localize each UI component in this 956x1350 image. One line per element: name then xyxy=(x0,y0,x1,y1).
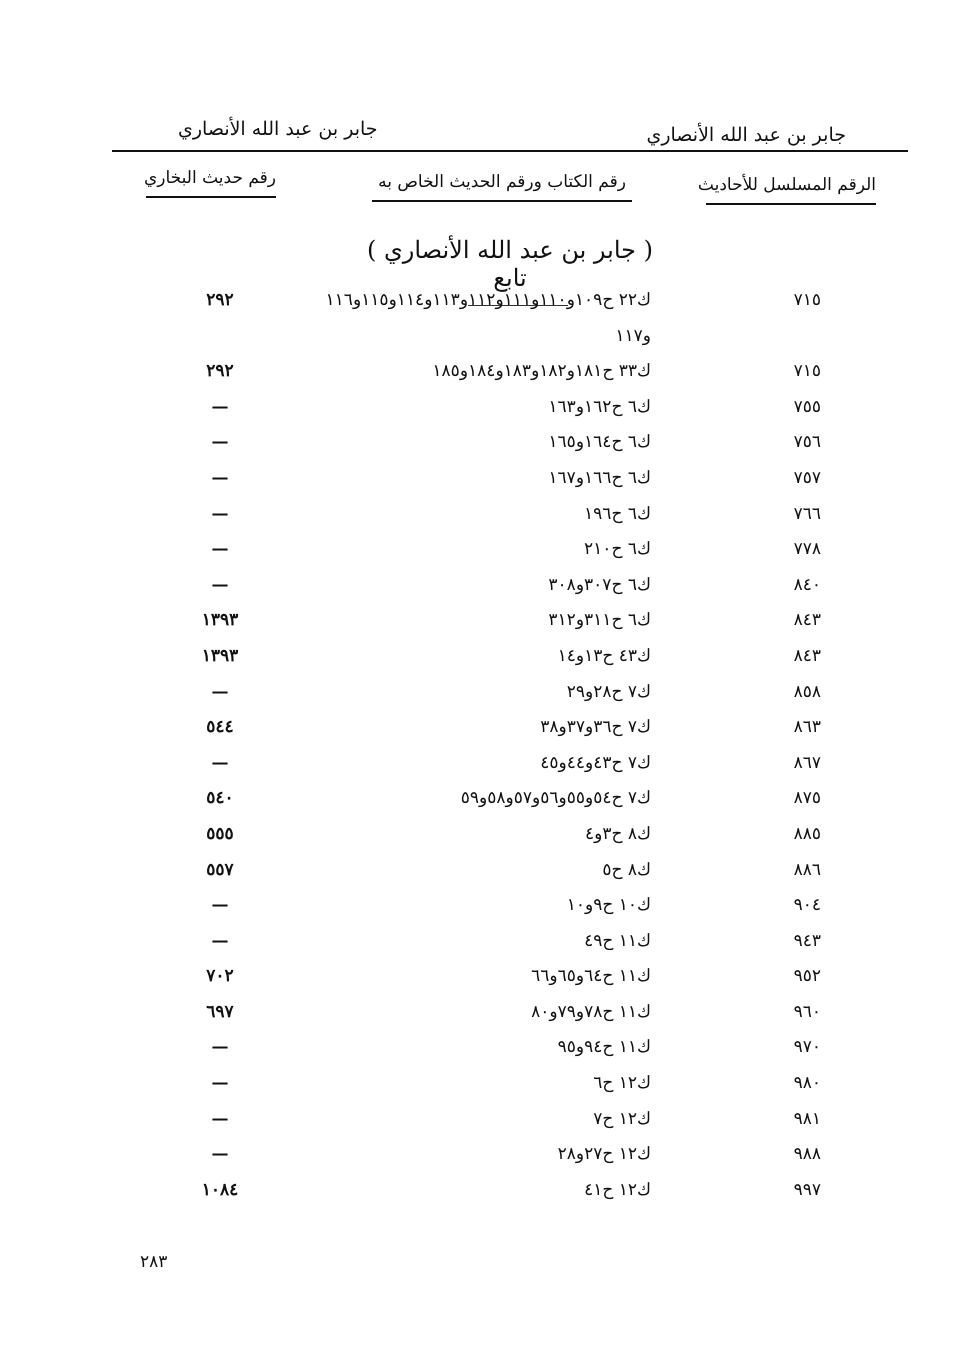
column-header-bukhari-label: رقم حديث البخاري xyxy=(143,168,276,188)
table-row xyxy=(0,610,956,646)
bukhari-number-cell: ١٣٩٣ xyxy=(201,645,239,666)
serial-number-cell: ٩٩٧ xyxy=(793,1179,821,1200)
book-reference-cell: ك١١ ح٩٤و٩٥ xyxy=(557,1037,651,1058)
column-header-underline xyxy=(706,203,876,205)
serial-number-cell: ٩٧٠ xyxy=(793,1037,821,1058)
bukhari-number-cell: ٦٩٧ xyxy=(206,1001,234,1022)
column-header-underline xyxy=(372,200,632,202)
bukhari-number-cell: ٢٩٢ xyxy=(206,290,234,310)
table-row xyxy=(0,539,956,575)
bukhari-number-cell: ٥٤٤ xyxy=(206,717,234,738)
book-reference-cell: ك٦ ح٣٠٧و٣٠٨ xyxy=(548,574,651,595)
bukhari-number-cell: — xyxy=(211,539,229,560)
serial-number-cell: ٧٦٦ xyxy=(793,503,821,524)
book-reference-cell: ك٤٣ ح١٣و١٤ xyxy=(557,645,651,666)
table-row xyxy=(0,931,956,967)
serial-number-cell: ٩٥٢ xyxy=(793,966,821,987)
serial-number-cell: ٧٧٨ xyxy=(793,539,821,560)
bukhari-number-cell: — xyxy=(211,895,229,916)
book-reference-cell: ك١٠ ح٩و١٠ xyxy=(566,895,651,916)
table-row xyxy=(0,753,956,789)
bukhari-number-cell: — xyxy=(211,396,229,417)
book-reference-cell: ك٨ ح٥ xyxy=(602,859,651,880)
serial-number-cell: ٩٨١ xyxy=(793,1108,821,1129)
table-row xyxy=(0,824,956,860)
book-reference-cell: ك١١ ح٦٤و٦٥و٦٦ xyxy=(531,966,651,987)
running-header-left: جابر بن عبد الله الأنصاري xyxy=(178,118,378,140)
serial-number-cell: ٨٤٠ xyxy=(793,574,821,595)
bukhari-number-cell: — xyxy=(211,432,229,453)
book-reference-cell: ك١١ ح٧٨و٧٩و٨٠ xyxy=(531,1001,651,1022)
table-row xyxy=(0,860,956,896)
book-reference-cell: و١١٧ xyxy=(615,325,651,346)
bukhari-number-cell: — xyxy=(211,467,229,488)
hadith-table xyxy=(0,290,956,1215)
serial-number-cell: ٧٥٥ xyxy=(793,396,821,417)
book-reference-cell: ك١٢ ح٢٧و٢٨ xyxy=(557,1144,651,1165)
serial-number-cell: ٨٦٧ xyxy=(793,752,821,773)
column-header-book xyxy=(372,172,632,192)
table-row xyxy=(0,1002,956,1038)
book-reference-cell: ك١٢ ح٦ xyxy=(593,1073,651,1094)
running-header-right: جابر بن عبد الله الأنصاري xyxy=(646,124,846,146)
bukhari-number-cell: — xyxy=(211,503,229,524)
bukhari-number-cell: — xyxy=(211,574,229,595)
table-row xyxy=(0,326,956,362)
bukhari-number-cell: ٥٤٠ xyxy=(206,788,234,809)
bukhari-number-cell: ٧٠٢ xyxy=(206,966,234,987)
book-reference-cell: ك٢٢ ح١٠٩و١١٠و١١١و١١٢و١١٣و١١٤و١١٥و١١٦ xyxy=(325,290,651,310)
serial-number-cell: ٩٨٨ xyxy=(793,1144,821,1165)
book-reference-cell: ك٨ ح٣و٤ xyxy=(584,823,651,844)
table-row xyxy=(0,1144,956,1180)
column-header-underline xyxy=(146,196,276,198)
book-reference-cell: ك٦ ح١٩٦ xyxy=(584,503,651,524)
section-title-text: ( جابر بن عبد الله الأنصاري ) تابع xyxy=(366,236,653,292)
book-reference-cell: ك١٢ ح٤١ xyxy=(584,1179,651,1200)
serial-number-cell: ٧١٥ xyxy=(793,290,821,310)
column-header-book-label: رقم الكتاب ورقم الحديث الخاص به xyxy=(378,172,626,192)
bukhari-number-cell: — xyxy=(211,1144,229,1165)
book-reference-cell: ك٦ ح١٦٦و١٦٧ xyxy=(548,467,651,488)
table-row xyxy=(0,290,956,326)
serial-number-cell: ٨٦٣ xyxy=(793,717,821,738)
serial-number-cell: ٨٧٥ xyxy=(793,788,821,809)
table-row xyxy=(0,717,956,753)
serial-number-cell: ٩٦٠ xyxy=(793,1001,821,1022)
book-reference-cell: ك٧ ح٢٨و٢٩ xyxy=(566,681,651,702)
table-row xyxy=(0,397,956,433)
column-header-serial-label: الرقم المسلسل للأحاديث xyxy=(697,175,876,195)
serial-number-cell: ٨٨٦ xyxy=(793,859,821,880)
bukhari-number-cell: — xyxy=(211,1073,229,1094)
bukhari-number-cell: ٥٥٥ xyxy=(206,823,234,844)
book-reference-cell: ك١٢ ح٧ xyxy=(593,1108,651,1129)
bukhari-number-cell: — xyxy=(211,752,229,773)
bukhari-number-cell: ٢٩٢ xyxy=(206,361,234,382)
table-row xyxy=(0,1180,956,1216)
serial-number-cell: ٧١٥ xyxy=(793,361,821,382)
table-row xyxy=(0,1109,956,1145)
column-header-serial xyxy=(697,175,876,195)
table-row xyxy=(0,361,956,397)
table-row xyxy=(0,788,956,824)
book-reference-cell: ك٧ ح٣٦و٣٧و٣٨ xyxy=(540,717,651,738)
serial-number-cell: ٩٤٣ xyxy=(793,930,821,951)
book-reference-cell: ك٦ ح٢١٠ xyxy=(584,539,651,560)
bukhari-number-cell: ١٣٩٣ xyxy=(201,610,239,631)
page-number: ٢٨٣ xyxy=(140,1252,168,1272)
table-row xyxy=(0,646,956,682)
book-reference-cell: ك١١ ح٤٩ xyxy=(584,930,651,951)
table-row xyxy=(0,1073,956,1109)
book-reference-cell: ك٣٣ ح١٨١و١٨٢و١٨٣و١٨٤و١٨٥ xyxy=(432,361,651,382)
table-row xyxy=(0,468,956,504)
table-row xyxy=(0,504,956,540)
bukhari-number-cell: — xyxy=(211,1037,229,1058)
serial-number-cell: ٧٥٧ xyxy=(793,467,821,488)
table-row xyxy=(0,432,956,468)
table-row xyxy=(0,966,956,1002)
serial-number-cell: ٨٥٨ xyxy=(793,681,821,702)
table-row xyxy=(0,1037,956,1073)
bukhari-number-cell: — xyxy=(211,930,229,951)
header-rule xyxy=(112,150,908,152)
serial-number-cell: ٨٨٥ xyxy=(793,823,821,844)
serial-number-cell: ٩٠٤ xyxy=(793,895,821,916)
bukhari-number-cell: — xyxy=(211,681,229,702)
bukhari-number-cell: ١٠٨٤ xyxy=(201,1179,239,1200)
table-row xyxy=(0,575,956,611)
bukhari-number-cell: — xyxy=(211,1108,229,1129)
book-reference-cell: ك٧ ح٥٤و٥٥و٥٦و٥٧و٥٨و٥٩ xyxy=(460,788,651,809)
bukhari-number-cell: ٥٥٧ xyxy=(206,859,234,880)
serial-number-cell: ٩٨٠ xyxy=(793,1073,821,1094)
serial-number-cell: ٨٤٣ xyxy=(793,645,821,666)
book-reference-cell: ك٦ ح١٦٤و١٦٥ xyxy=(548,432,651,453)
serial-number-cell: ٨٤٣ xyxy=(793,610,821,631)
book-reference-cell: ك٦ ح٣١١و٣١٢ xyxy=(548,610,651,631)
book-reference-cell: ك٦ ح١٦٢و١٦٣ xyxy=(548,396,651,417)
table-row xyxy=(0,682,956,718)
table-row xyxy=(0,895,956,931)
section-title xyxy=(360,236,660,292)
serial-number-cell: ٧٥٦ xyxy=(793,432,821,453)
book-reference-cell: ك٧ ح٤٣و٤٤و٤٥ xyxy=(540,752,651,773)
column-header-bukhari xyxy=(143,168,276,188)
